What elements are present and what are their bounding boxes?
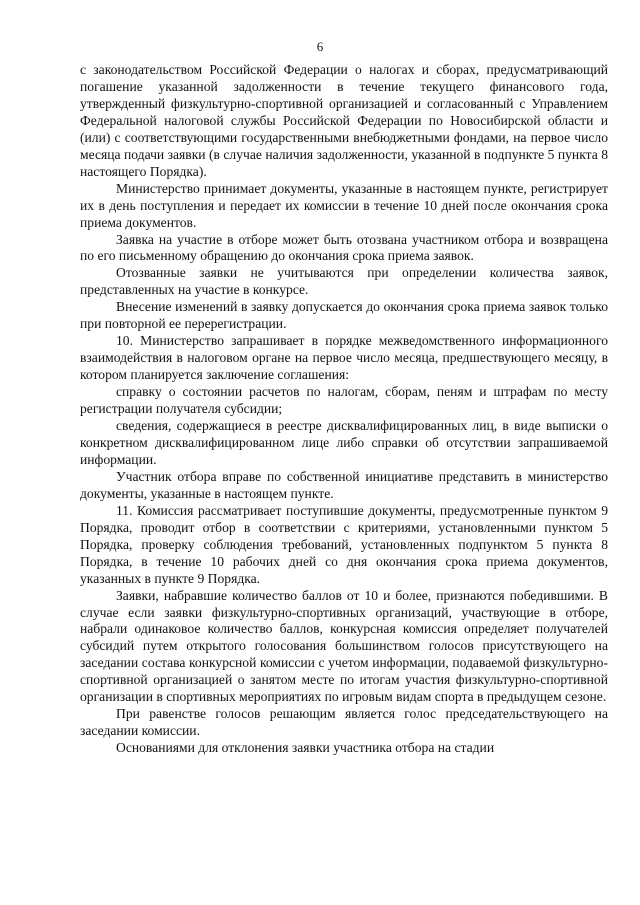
paragraph: справку о состоянии расчетов по налогам, сборам, пеням и штрафам по месту регистрации получателя субсидии;: [80, 384, 608, 417]
paragraph: Внесение изменений в заявку допускается до окончания срока приема заявок только при повторной ее перерегистрации.: [80, 299, 608, 332]
paragraph: Заявки, набравшие количество баллов от 10 и более, признаются победившими. В случае если заявки физкультурно-спортивных организаций, участвующие в отборе, набрали одинаковое количество баллов, конкурсная комиссия определяет получателей субсидий путем открытого голосования большинством голосов присутствующего на заседании состава конкурсной комиссии с учетом информации, подаваемой физкультурно-спортивной организацией о занятом месте по итогам участия физкультурно-спортивной организации в спортивных мероприятиях по игровым видам спорта в предыдущем сезоне.: [80, 587, 608, 705]
paragraph: Министерство принимает документы, указанные в настоящем пункте, регистрирует их в день поступления и передает их комиссии в течение 10 дней после окончания срока приема документов.: [80, 180, 608, 230]
paragraph: Заявка на участие в отборе может быть отозвана участником отбора и возвращена по его письменному обращению до окончания срока приема заявок.: [80, 231, 608, 264]
paragraph: 10. Министерство запрашивает в порядке межведомственного информационного взаимодействия в налоговом органе на первое число месяца, предшествующего месяцу, в котором планируется заключение соглашения:: [80, 333, 608, 383]
paragraph: 11. Комиссия рассматривает поступившие документы, предусмотренные пунктом 9 Порядка, проводит отбор в соответствии с критериями, установленными пунктом 5 Порядка, проверку соблюдения требований, установленных подпунктом 5 пункта 8 Порядка, в течение 10 рабочих дней со дня окончания срока приема документов, указанных в пункте 9 Порядка.: [80, 502, 608, 586]
paragraph: сведения, содержащиеся в реестре дисквалифицированных лиц, в виде выписки о конкретном дисквалифицированном лице либо справки об отсутствии запрашиваемой информации.: [80, 418, 608, 467]
paragraph: с законодательством Российской Федерации о налогах и сборах, предусматривающий погашение указанной задолженности в течение текущего финансового года, утвержденный физкультурно-спортивной организацией и согласованный с Управлением Федеральной налоговой службы Российской Федерации по Новосибирской области и (или) с соответствующими государственными внебюджетными фондами, на первое число месяца подачи заявки (в случае наличия задолженности, указанной в подпункте 5 пункта 8 настоящего Порядка).: [80, 62, 608, 179]
paragraph: Участник отбора вправе по собственной инициативе представить в министерство документы, указанные в настоящем пункте.: [80, 468, 608, 501]
document-body: [80, 62, 608, 757]
page-number: 6: [316, 39, 324, 54]
paragraph: Основаниями для отклонения заявки участника отбора на стадии: [116, 740, 495, 756]
paragraph: Отозванные заявки не учитываются при определении количества заявок, представленных на участие в конкурсе.: [80, 265, 608, 298]
paragraph: При равенстве голосов решающим является голос председательствующего на заседании комиссии.: [80, 706, 608, 739]
